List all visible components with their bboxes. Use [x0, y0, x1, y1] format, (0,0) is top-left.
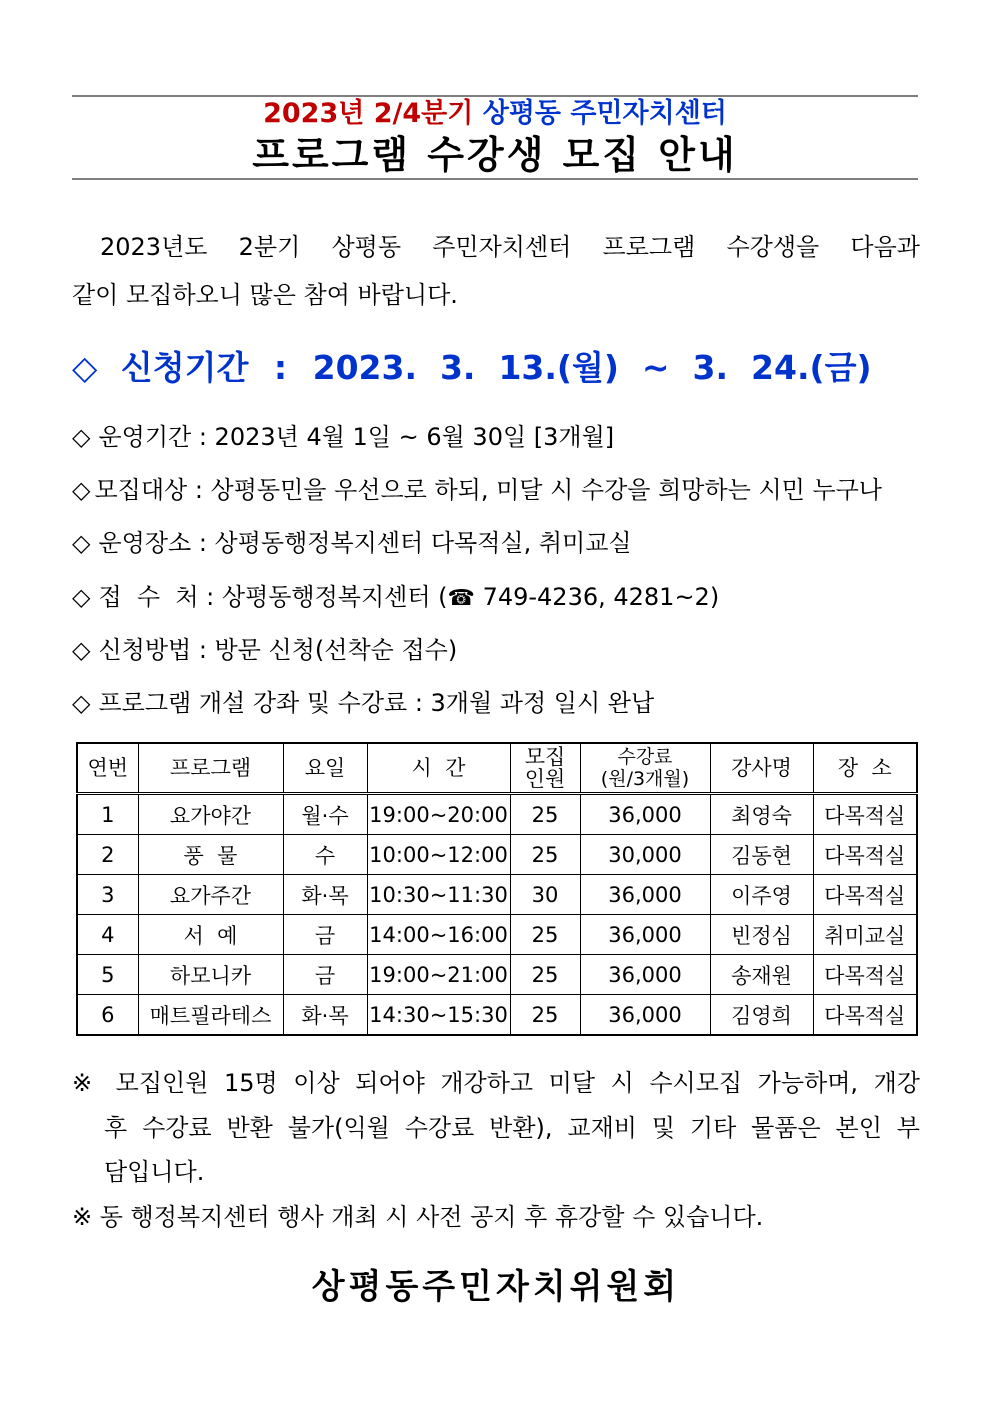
table-row [77, 835, 917, 875]
cell-no: 3 [77, 875, 138, 915]
period-colon: : [273, 348, 288, 387]
table-row [77, 915, 917, 955]
info-text: 프로그램 개설 강좌 및 수강료 : 3개월 과정 일시 완납 [98, 689, 655, 717]
table-row [77, 955, 917, 995]
cell-day: 금 [283, 955, 367, 995]
col-header-capacity-line2: 인원 [524, 767, 566, 791]
cell-teacher: 이주영 [710, 875, 813, 915]
cell-program: 매트필라테스 [138, 995, 283, 1036]
cell-place: 다목적실 [813, 995, 917, 1036]
subtitle-period: 2023년 2/4분기 [263, 98, 474, 129]
info-application-method [72, 634, 457, 666]
cell-fee: 36,000 [580, 955, 710, 995]
cell-place: 다목적실 [813, 955, 917, 995]
cell-fee: 36,000 [580, 794, 710, 835]
cell-no: 5 [77, 955, 138, 995]
intro-line-1: 2023년도 2분기 상평동 주민자치센터 프로그램 수강생을 다음과 [100, 233, 920, 261]
cell-time: 19:00~21:00 [367, 955, 510, 995]
cell-time: 10:00~12:00 [367, 835, 510, 875]
program-table-wrapper [76, 742, 916, 1036]
info-location [72, 527, 632, 559]
info-target [72, 474, 882, 506]
subtitle [72, 97, 918, 131]
period-value: 2023. 3. 13.(월) ~ 3. 24.(금) [312, 348, 872, 387]
col-header-program: 프로그램 [138, 743, 283, 794]
cell-place: 다목적실 [813, 875, 917, 915]
table-row [77, 995, 917, 1036]
note-1-line-3: 담입니다. [104, 1158, 205, 1186]
info-phone-number: 749-4236, 4281~2) [474, 583, 720, 611]
cell-day: 화·목 [283, 995, 367, 1036]
cell-place: 다목적실 [813, 835, 917, 875]
period-label: 신청기간 [120, 348, 249, 387]
program-table [76, 742, 918, 1036]
cell-day: 화·목 [283, 875, 367, 915]
table-header-row [77, 743, 917, 794]
cell-time: 10:30~11:30 [367, 875, 510, 915]
intro-line-2: 같이 모집하오니 많은 참여 바랍니다. [72, 281, 458, 309]
diamond-bullet-icon: ◇ [72, 529, 91, 557]
cell-teacher: 송재원 [710, 955, 813, 995]
cell-capacity: 25 [510, 915, 580, 955]
cell-fee: 36,000 [580, 875, 710, 915]
cell-day: 수 [283, 835, 367, 875]
table-row [77, 875, 917, 915]
cell-capacity: 25 [510, 835, 580, 875]
info-text: 운영장소 : 상평동행정복지센터 다목적실, 취미교실 [98, 529, 632, 557]
col-header-capacity [510, 743, 580, 794]
cell-no: 6 [77, 995, 138, 1036]
note-2: ※ 동 행정복지센터 행사 개최 시 사전 공지 후 휴강할 수 있습니다. [72, 1203, 764, 1231]
col-header-no: 연번 [77, 743, 138, 794]
cell-time: 14:00~16:00 [367, 915, 510, 955]
page-title: 프로그램 수강생 모집 안내 [252, 133, 738, 177]
cell-capacity: 30 [510, 875, 580, 915]
col-header-day: 요일 [283, 743, 367, 794]
cell-place: 취미교실 [813, 915, 917, 955]
col-header-fee-line2: (원/3개월) [600, 768, 690, 790]
cell-day: 월·수 [283, 794, 367, 835]
cell-place: 다목적실 [813, 794, 917, 835]
cell-capacity: 25 [510, 955, 580, 995]
info-text: 운영기간 : 2023년 4월 1일 ~ 6월 30일 [3개월] [98, 423, 615, 451]
info-reception [72, 581, 719, 615]
cell-teacher: 최영숙 [710, 794, 813, 835]
phone-icon: ☎ [447, 586, 475, 611]
table-row [77, 794, 917, 835]
cell-no: 1 [77, 794, 138, 835]
info-text: 신청방법 : 방문 신청(선착순 접수) [98, 636, 458, 664]
diamond-bullet-icon: ◇ [72, 689, 91, 717]
cell-teacher: 김영희 [710, 995, 813, 1036]
col-header-time: 시 간 [367, 743, 510, 794]
info-operation-period [72, 421, 614, 453]
col-header-teacher: 강사명 [710, 743, 813, 794]
cell-teacher: 빈정심 [710, 915, 813, 955]
col-header-fee-line1: 수강료 [617, 746, 673, 768]
col-header-capacity-line1: 모집 [524, 745, 566, 769]
col-header-place: 장 소 [813, 743, 917, 794]
cell-fee: 30,000 [580, 835, 710, 875]
diamond-bullet-icon: ◇ [72, 423, 91, 451]
subtitle-center: 상평동 주민자치센터 [482, 98, 727, 129]
cell-no: 2 [77, 835, 138, 875]
issuer-name: 상평동주민자치위원회 [311, 1267, 681, 1307]
cell-fee: 36,000 [580, 995, 710, 1036]
col-header-fee [580, 743, 710, 794]
diamond-bullet-icon: ◇ [72, 583, 91, 611]
cell-capacity: 25 [510, 995, 580, 1036]
diamond-bullet-icon: ◇ [72, 476, 91, 504]
cell-program: 요가주간 [138, 875, 283, 915]
note-1-line-1: ※ 모집인원 15명 이상 되어야 개강하고 미달 시 수시모집 가능하며, 개강 [72, 1069, 920, 1097]
cell-time: 14:30~15:30 [367, 995, 510, 1036]
cell-fee: 36,000 [580, 915, 710, 955]
info-courses-fees [72, 687, 654, 719]
cell-no: 4 [77, 915, 138, 955]
diamond-bullet-icon: ◇ [72, 348, 98, 387]
info-text: 모집대상 : 상평동민을 우선으로 하되, 미달 시 수강을 희망하는 시민 누구나 [94, 476, 882, 504]
cell-program: 하모니카 [138, 955, 283, 995]
info-text: 접 수 처 : 상평동행정복지센터 ( [98, 583, 448, 611]
cell-capacity: 25 [510, 794, 580, 835]
application-period [72, 346, 872, 390]
cell-time: 19:00~20:00 [367, 794, 510, 835]
cell-program: 풍 물 [138, 835, 283, 875]
cell-program: 요가야간 [138, 794, 283, 835]
note-1-line-2: 후 수강료 반환 불가(익월 수강료 반환), 교재비 및 기타 물품은 본인 부 [104, 1114, 920, 1142]
cell-teacher: 김동현 [710, 835, 813, 875]
cell-day: 금 [283, 915, 367, 955]
diamond-bullet-icon: ◇ [72, 636, 91, 664]
bottom-rule [72, 178, 918, 180]
cell-program: 서 예 [138, 915, 283, 955]
